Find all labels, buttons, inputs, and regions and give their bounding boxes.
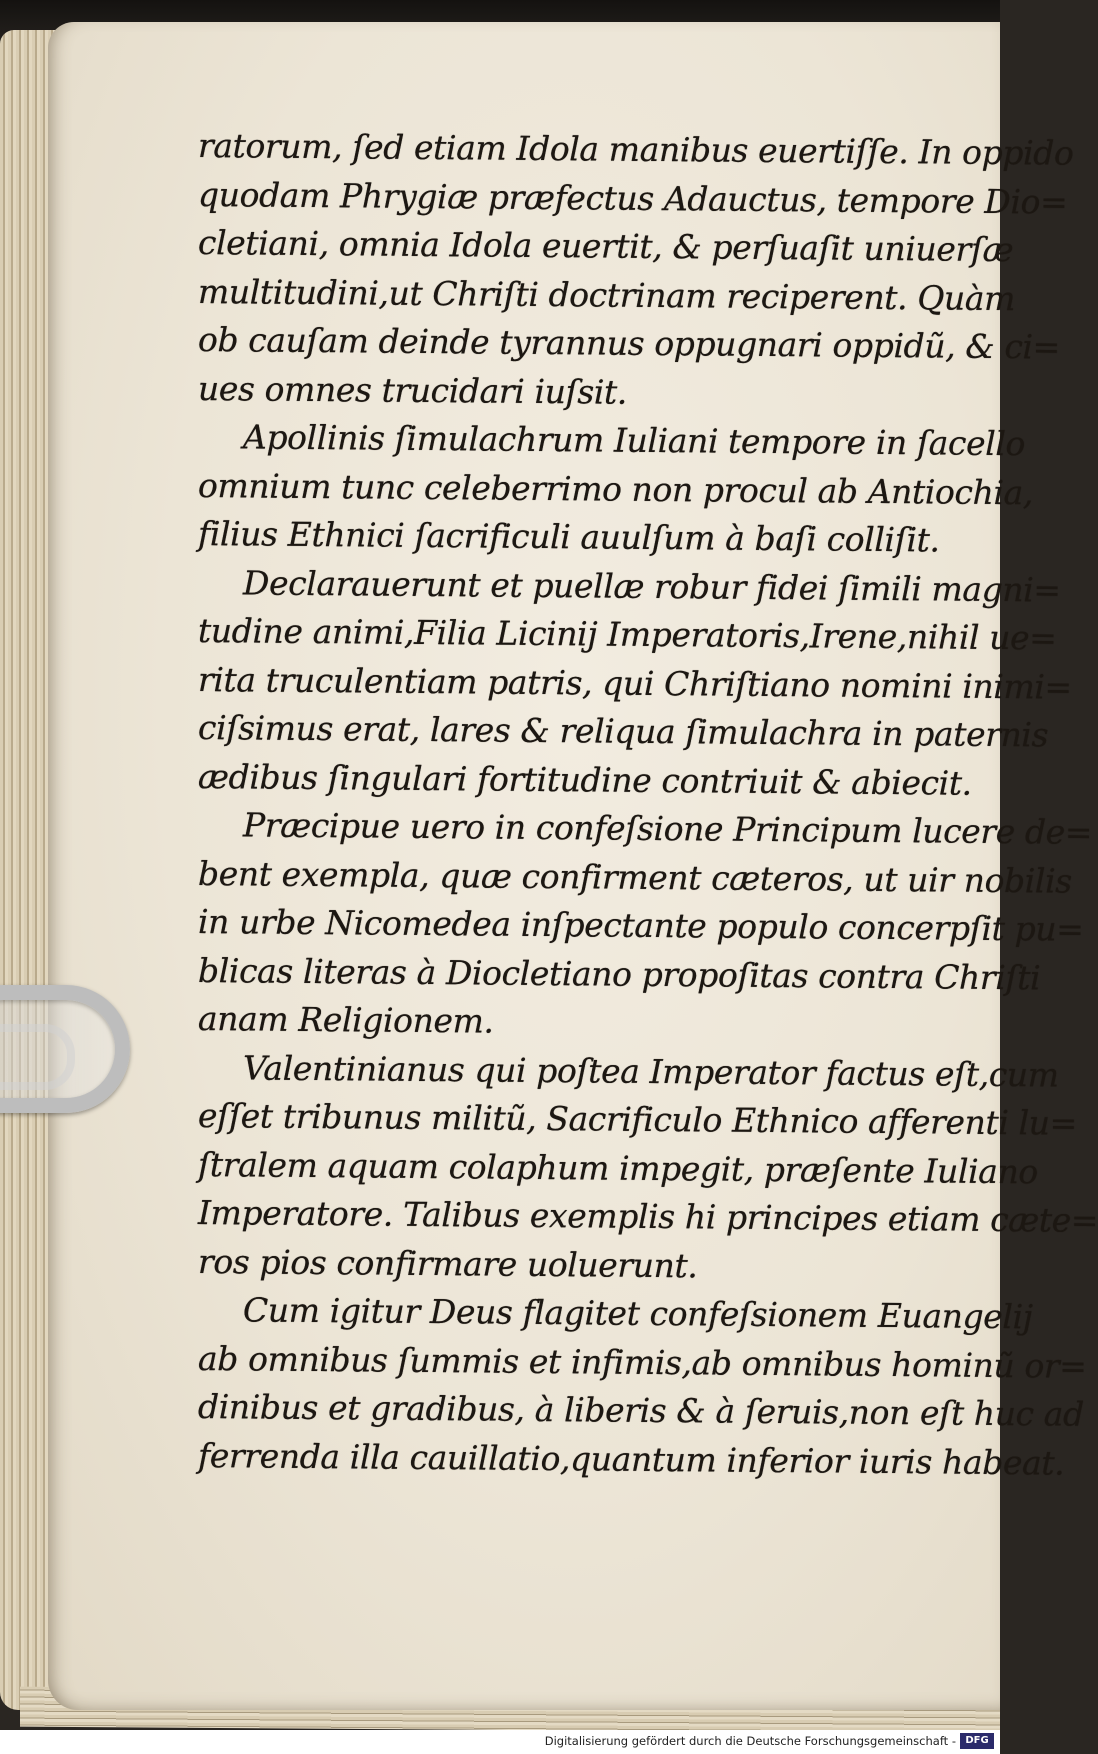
paragraph-start-line: Apollinis ſimulachrum Iuliani tempore in ſacello: [242, 417, 1026, 464]
text-line: ciſsimus erat, lares & reliqua ſimulachra in paternis: [197, 708, 1049, 755]
text-line: in urbe Nicomedea inſpectante populo concerpſit pu=: [197, 902, 1084, 949]
text-line: dinibus et gradibus, à liberis & à ſeruis,non eſt huc ad: [197, 1387, 1084, 1434]
text-line: bent exempla, quæ confirment cæteros, ut uir nobilis: [197, 853, 1072, 901]
book-page: [48, 22, 1098, 1710]
text-line: anam Religionem.: [197, 999, 494, 1041]
paragraph-start-line: Declarauerunt et puellæ robur fidei ſimili magni=: [242, 562, 1061, 610]
dfg-logo: DFG: [960, 1733, 994, 1749]
text-line: ferrenda illa cauillatio,quantum inferior iuris habeat.: [197, 1435, 1065, 1483]
text-line: ſtralem aquam colaphum impegit, præſente Iuliano: [197, 1144, 1039, 1191]
text-line: multitudini,ut Chriſti doctrinam reciperent. Quàm: [197, 271, 1016, 318]
page-text: [197, 122, 1098, 1483]
text-line: ædibus ſingulari fortitudine contriuit & abiecit.: [197, 756, 972, 803]
text-line: ratorum, ſed etiam Idola manibus euertiſſe. In oppido: [197, 126, 1074, 173]
paragraph-start-line: Cum igitur Deus flagitet confeſsionem Euangelij: [242, 1290, 1033, 1337]
text-line: omnium tunc celeberrimo non procul ab Antiochia,: [197, 465, 1034, 512]
text-line: ues omnes trucidari iuſsit.: [197, 368, 628, 412]
text-line: filius Ethnici ſacrificuli auulſum à baſi colliſit.: [197, 514, 940, 560]
text-line: ob cauſam deinde tyrannus oppugnari oppidũ, & ci=: [197, 320, 1061, 367]
digitization-credit: Digitalisierung gefördert durch die Deutsche Forschungsgemeinschaft -: [544, 1734, 956, 1748]
text-line: quodam Phrygiæ præfectus Adauctus, tempore Dio=: [197, 174, 1068, 222]
text-line: tudine animi,Filia Licinij Imperatoris,Irene,nihil ue=: [197, 611, 1057, 658]
text-line: blicas literas à Diocletiano propoſitas contra Chriſti: [197, 950, 1041, 997]
page-clip: [0, 985, 130, 1113]
text-line: rita truculentiam patris, qui Chriſtiano nomini inimi=: [197, 659, 1072, 707]
text-line: Imperatore. Talibus exemplis hi principes etiam cæte=: [197, 1193, 1098, 1240]
text-line: ab omnibus ſummis et infimis,ab omnibus hominũ or=: [197, 1338, 1087, 1386]
text-line: eſſet tribunus militũ, Sacrificulo Ethnico afferenti lu=: [197, 1096, 1078, 1143]
paragraph-start-line: Valentinianus qui poſtea Imperator factus eſt,cum: [242, 1047, 1059, 1095]
text-line: ros pios confirmare uoluerunt.: [197, 1241, 698, 1285]
text-line: cletiani, omnia Idola euertit, & perſuaſit uniuerſæ: [197, 223, 1014, 270]
paragraph-start-line: Præcipue uero in confeſsione Principum lucere de=: [242, 805, 1093, 852]
